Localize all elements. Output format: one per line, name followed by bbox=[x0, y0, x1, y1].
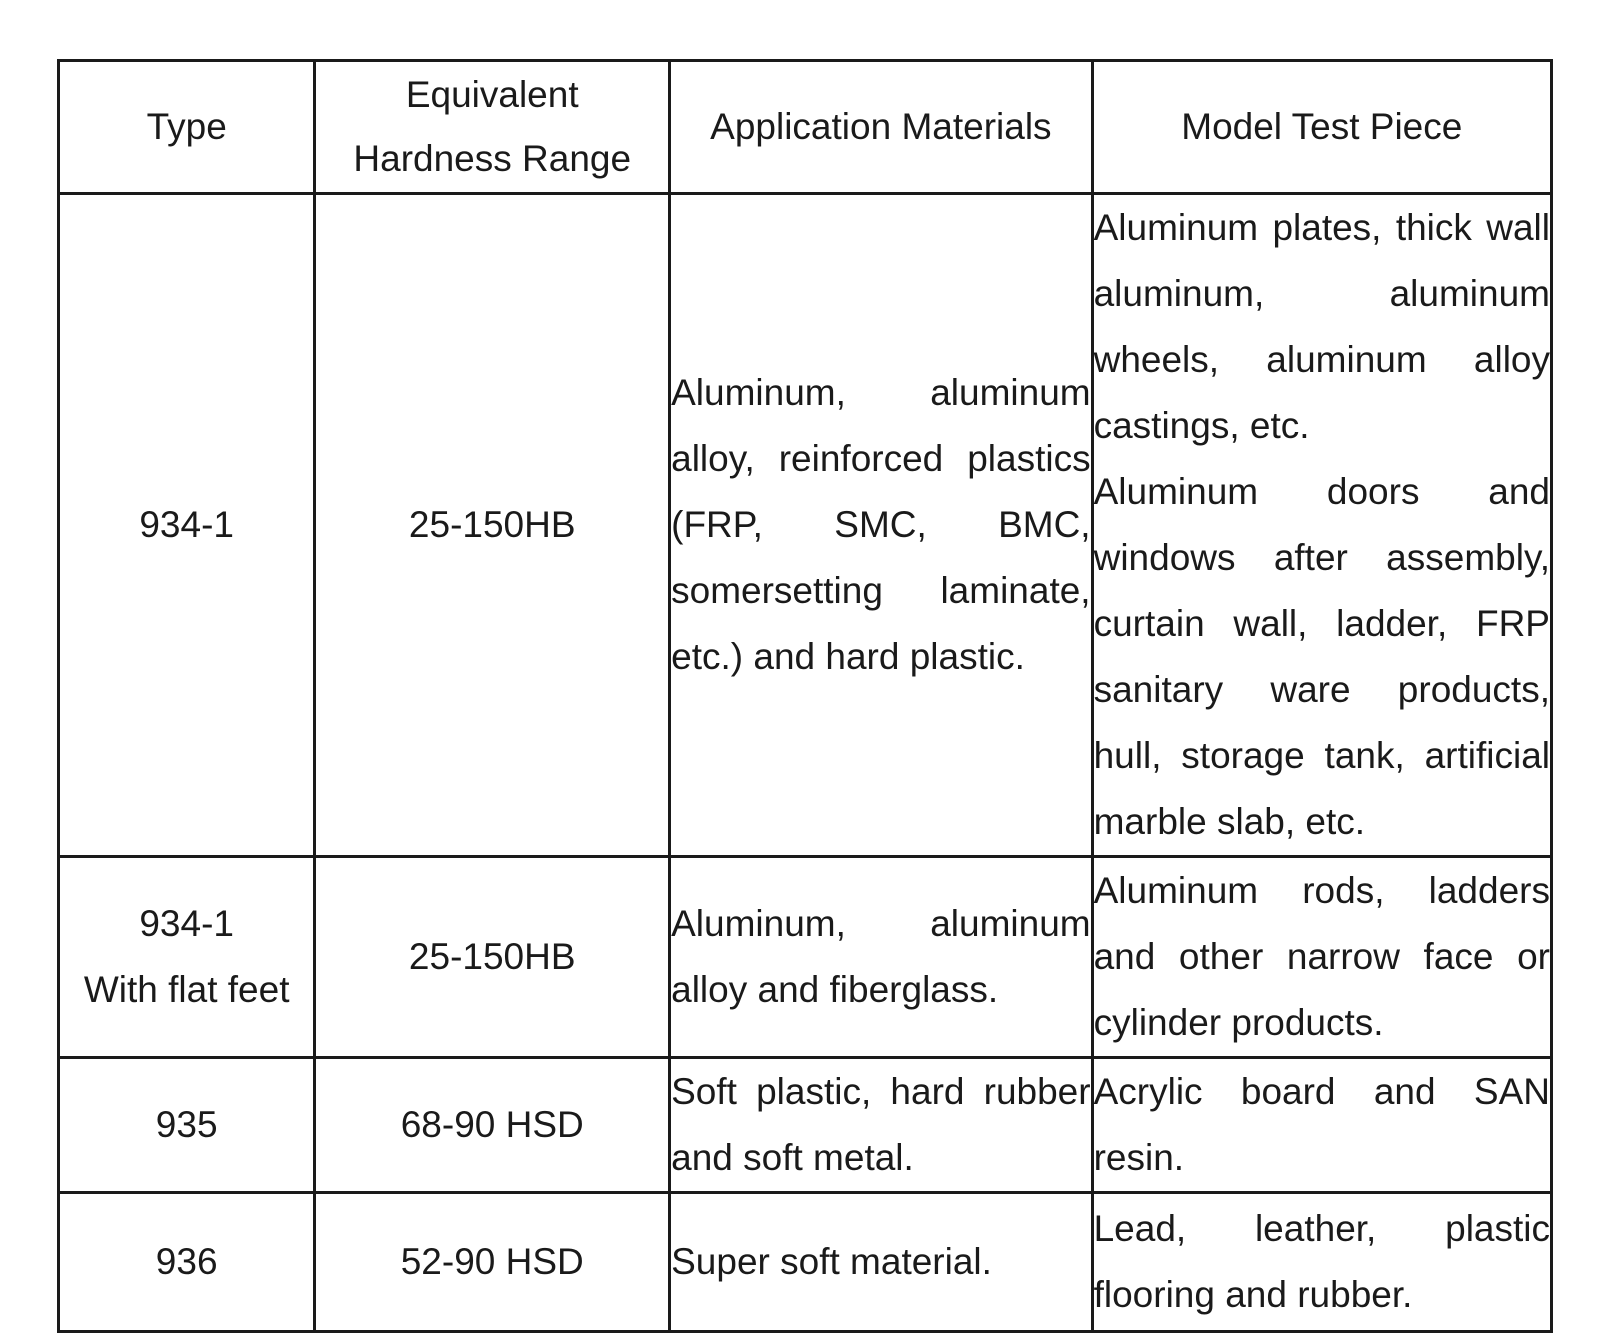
cell-materials: Aluminum, aluminum alloy, reinforced plastics (FRP, SMC, BMC, somersetting laminate, etc.) and hard plastic. bbox=[670, 194, 1092, 857]
type-label: 934-1 bbox=[139, 504, 234, 545]
cell-materials: Aluminum, aluminum alloy and fiberglass. bbox=[670, 857, 1092, 1058]
table-header-row bbox=[59, 61, 1552, 194]
cell-type bbox=[59, 857, 315, 1058]
type-label: 934-1 bbox=[139, 903, 234, 944]
type-note: With flat feet bbox=[83, 969, 290, 1010]
type-label: 935 bbox=[155, 1104, 218, 1145]
test-piece-line: Lead, leather, plastic flooring and rubber. bbox=[1093, 1208, 1550, 1315]
test-piece-line: Acrylic board and SAN resin. bbox=[1093, 1071, 1550, 1178]
cell-hardness: 25-150HB bbox=[315, 857, 670, 1058]
cell-test-piece bbox=[1092, 857, 1551, 1058]
table-row bbox=[59, 1193, 1552, 1332]
hardness-tester-table bbox=[57, 59, 1553, 1333]
cell-test-piece bbox=[1092, 194, 1551, 857]
test-piece-line: Aluminum plates, thick wall aluminum, aluminum wheels, aluminum alloy castings, etc. bbox=[1093, 207, 1550, 446]
table-row bbox=[59, 1058, 1552, 1193]
header-model-test-piece: Model Test Piece bbox=[1092, 61, 1551, 194]
table-row bbox=[59, 194, 1552, 857]
cell-materials: Super soft material. bbox=[670, 1193, 1092, 1332]
cell-test-piece bbox=[1092, 1193, 1551, 1332]
cell-hardness: 52-90 HSD bbox=[315, 1193, 670, 1332]
cell-type bbox=[59, 1058, 315, 1193]
cell-test-piece bbox=[1092, 1058, 1551, 1193]
cell-hardness: 68-90 HSD bbox=[315, 1058, 670, 1193]
header-type: Type bbox=[59, 61, 315, 194]
cell-type bbox=[59, 194, 315, 857]
header-hardness-range-text: Equivalent Hardness Range bbox=[353, 74, 632, 179]
cell-materials: Soft plastic, hard rubber and soft metal. bbox=[670, 1058, 1092, 1193]
test-piece-line: Aluminum rods, ladders and other narrow face or cylinder products. bbox=[1093, 870, 1550, 1043]
cell-hardness: 25-150HB bbox=[315, 194, 670, 857]
table-row bbox=[59, 857, 1552, 1058]
cell-type bbox=[59, 1193, 315, 1332]
header-hardness-range bbox=[315, 61, 670, 194]
header-application-materials: Application Materials bbox=[670, 61, 1092, 194]
type-label: 936 bbox=[155, 1241, 218, 1282]
test-piece-line: Aluminum doors and windows after assembly, curtain wall, ladder, FRP sanitary ware products, hull, storage tank, artificial marble slab, etc. bbox=[1093, 471, 1550, 842]
